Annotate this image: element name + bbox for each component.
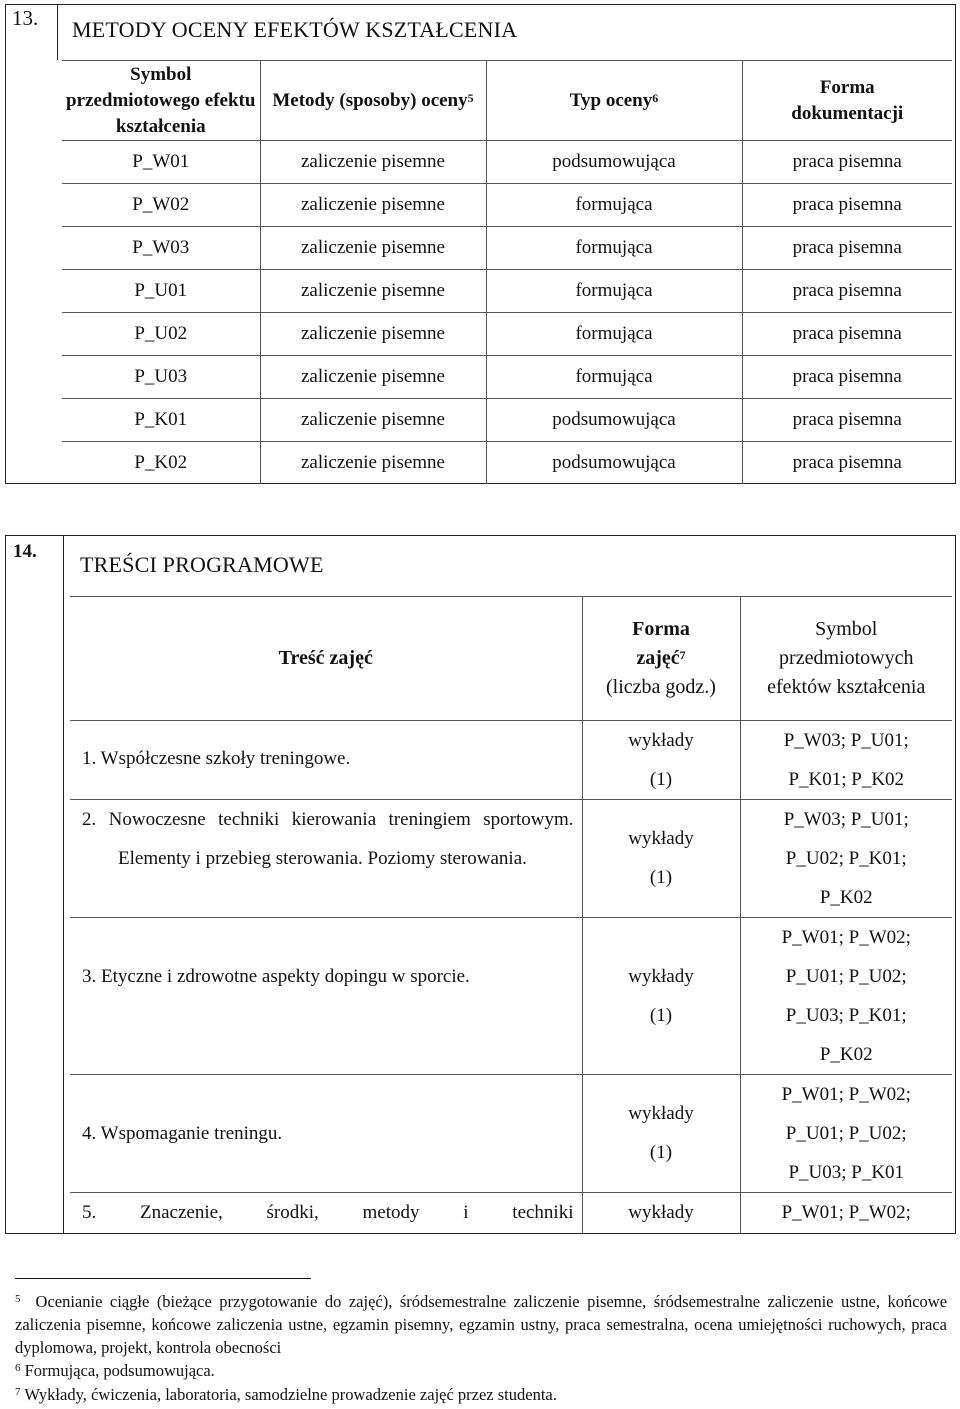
program-content-table (70, 596, 952, 1233)
footnote-6: $^6$ Formująca, podsumowująca. (15, 1361, 215, 1380)
header-symbol: Symbol przedmiotowego efektu kształcenia (62, 61, 260, 141)
section-13-title: METODY OCENY EFEKTÓW KSZTAŁCENIA (72, 17, 518, 42)
table-row: P_W01 zaliczenie pisemne podsumowująca praca pisemna (62, 141, 952, 184)
footnote-ref-7: 7 (679, 648, 686, 662)
table-row: 4. Wspomaganie treningu. wykłady (1) P_W01; P_W02; P_U01; P_U02; P_U03; P_K01 (70, 1075, 952, 1193)
footnote-ref-5: 5 (467, 90, 474, 105)
header-symbols: Symbol przedmiotowych efektów kształcenia (740, 597, 952, 721)
header-methods: Metody (sposoby) oceny$^5$ (260, 61, 486, 141)
section-14-number: 14. (13, 541, 37, 562)
table-header-row (62, 61, 952, 141)
footnote-5: $^5$ Ocenianie ciągłe (bieżące przygotowanie do zajęć), śródsemestralne zaliczenie pisemne, śródsemestralne zaliczenie ustne, końcowe zaliczenia pisemne, końcowe zaliczenia ustne, egzamin pisemny, egzamin ustny, praca semestralna, ocena umiejętności ruchowych, praca dyplomowa, projekt, kontrola obecności (15, 1292, 948, 1357)
footnote-ref-6: 6 (652, 90, 659, 105)
header-class-form: Forma zajęć$^7$ (liczba godz.) (582, 597, 740, 721)
table-row: P_K01 zaliczenie pisemne podsumowująca praca pisemna (62, 399, 952, 442)
section-13-number-divider (57, 4, 58, 60)
header-content: Treść zajęć (70, 597, 582, 721)
table-row: 1. Współczesne szkoły treningowe. wykłady (1) P_W03; P_U01; P_K01; P_K02 (70, 721, 952, 800)
table-row: 2. Nowoczesne techniki kierowania treningiem sportowym. Elementy i przebieg sterowania. Poziomy sterowania. wykłady (1) P_W03; P_U01; P_U02; P_K01; P_K02 (70, 800, 952, 918)
table-row: P_K02 zaliczenie pisemne podsumowująca praca pisemna (62, 442, 952, 485)
table-row: 3. Etyczne i zdrowotne aspekty dopingu w sporcie. wykłady (1) P_W01; P_W02; P_U01; P_U02; P_U03; P_K01; P_K02 (70, 918, 952, 1075)
table-row: P_W03 zaliczenie pisemne formująca praca pisemna (62, 227, 952, 270)
table-row: P_U03 zaliczenie pisemne formująca praca pisemna (62, 356, 952, 399)
table-row: 5. Znaczenie, środki, metody i techniki wykłady P_W01; P_W02; (70, 1193, 952, 1233)
table-header-row (70, 597, 952, 721)
table-row: P_U02 zaliczenie pisemne formująca praca pisemna (62, 313, 952, 356)
section-13-number: 13. (12, 6, 39, 30)
header-type: Typ oceny$^6$ (486, 61, 742, 141)
header-form: Forma dokumentacji (742, 61, 952, 141)
footnote-7: $^7$ Wykłady, ćwiczenia, laboratoria, samodzielne prowadzenie zajęć przez studenta. (15, 1385, 557, 1404)
table-row: P_U01 zaliczenie pisemne formująca praca pisemna (62, 270, 952, 313)
assessment-methods-table (62, 60, 952, 484)
section-14-number-divider (63, 535, 64, 1234)
footnote-separator (15, 1278, 311, 1279)
table-row: P_W02 zaliczenie pisemne formująca praca pisemna (62, 184, 952, 227)
section-14-title: TREŚCI PROGRAMOWE (80, 552, 324, 577)
